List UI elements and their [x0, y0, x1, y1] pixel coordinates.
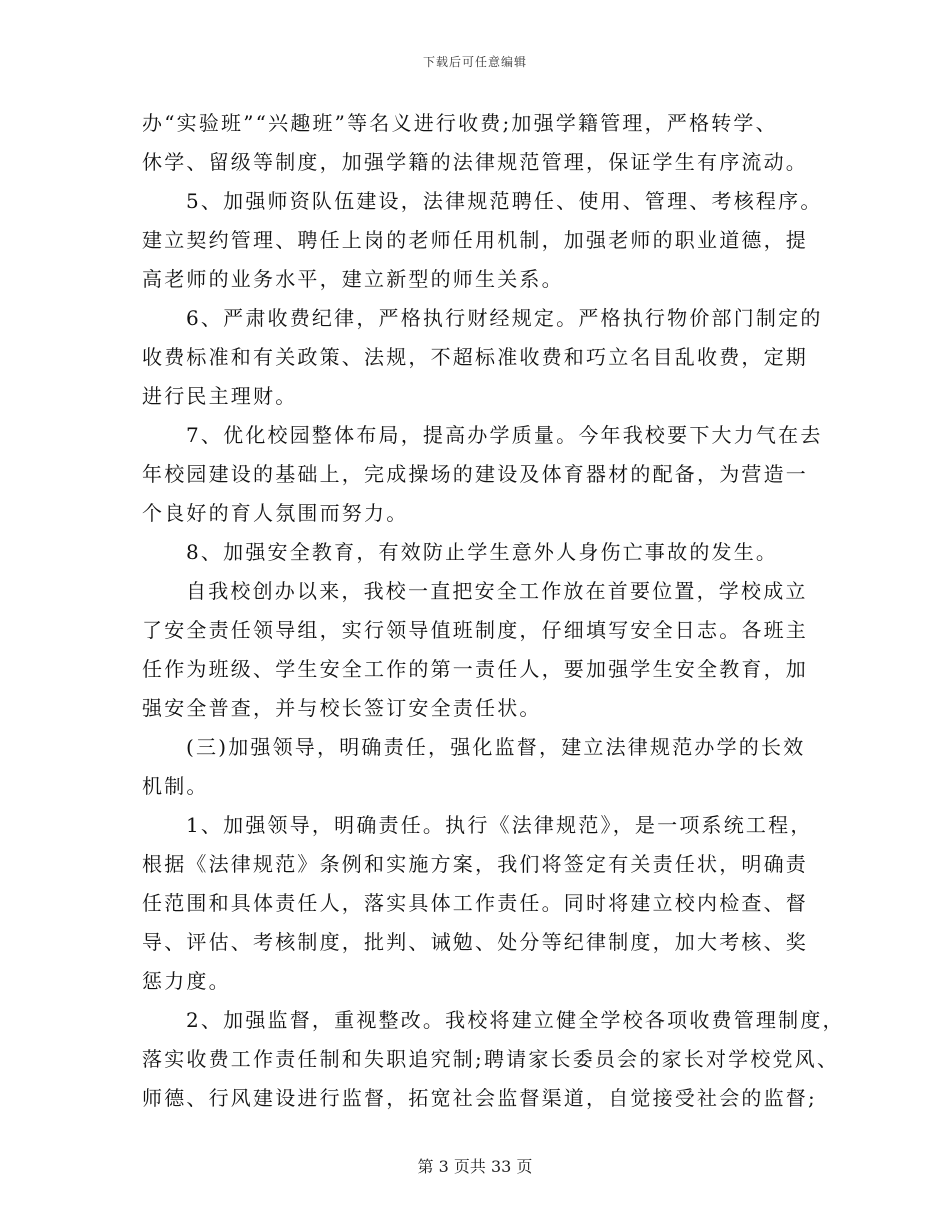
body-line: 自我校创办以来，我校一直把安全工作放在首要位置，学校成立 [186, 579, 808, 603]
body-line: 2、加强监督，重视整改。我校将建立健全学校各项收费管理制度， [186, 1008, 845, 1032]
body-line: 7、优化校园整体布局，提高办学质量。今年我校要下大力气在去 [186, 423, 823, 447]
body-line: 休学、留级等制度，加强学籍的法律规范管理，保证学生有序流动。 [142, 150, 808, 174]
body-line: 办“实验班”“兴趣班”等名义进行收费;加强学籍管理，严格转学、 [142, 111, 778, 135]
body-line: (三)加强领导，明确责任，强化监督，建立法律规范办学的长效 [186, 735, 806, 759]
body-line: 落实收费工作责任制和失职追究制;聘请家长委员会的家长对学校党风、 [142, 1047, 840, 1071]
body-line: 进行民主理财。 [142, 384, 298, 408]
body-line: 个良好的育人氛围而努力。 [142, 501, 409, 525]
body-line: 6、严肃收费纪律，严格执行财经规定。严格执行物价部门制定的 [186, 306, 823, 330]
page-footer: 第 3 页共 33 页 [417, 1157, 533, 1176]
body-line: 高老师的业务水平，建立新型的师生关系。 [142, 267, 564, 291]
body-line: 1、加强领导，明确责任。执行《法律规范》，是一项系统工程， [186, 813, 813, 837]
document-body [142, 104, 845, 1118]
body-line: 强安全普查，并与校长签订安全责任状。 [142, 696, 542, 720]
body-line: 惩力度。 [142, 969, 231, 993]
body-line: 根据《法律规范》条例和实施方案，我们将签定有关责任状，明确责 [142, 852, 808, 876]
body-line: 任作为班级、学生安全工作的第一责任人，要加强学生安全教育，加 [142, 657, 808, 681]
body-line: 建立契约管理、聘任上岗的老师任用机制，加强老师的职业道德，提 [142, 228, 808, 252]
body-line: 收费标准和有关政策、法规，不超标准收费和巧立名目乱收费，定期 [142, 345, 808, 369]
body-line: 导、评估、考核制度，批判、诫勉、处分等纪律制度，加大考核、奖 [142, 930, 808, 954]
page-header: 下载后可任意编辑 [422, 55, 527, 69]
body-line: 8、加强安全教育，有效防止学生意外人身伤亡事故的发生。 [186, 540, 779, 564]
body-line: 师德、行风建设进行监督，拓宽社会监督渠道，自觉接受社会的监督; [142, 1086, 817, 1110]
body-line: 任范围和具体责任人，落实具体工作责任。同时将建立校内检查、督 [142, 891, 808, 915]
body-line: 年校园建设的基础上，完成操场的建设及体育器材的配备，为营造一 [142, 462, 808, 486]
body-line: 了安全责任领导组，实行领导值班制度，仔细填写安全日志。各班主 [142, 618, 808, 642]
body-line: 5、加强师资队伍建设，法律规范聘任、使用、管理、考核程序。 [186, 189, 823, 213]
body-line: 机制。 [142, 774, 209, 798]
